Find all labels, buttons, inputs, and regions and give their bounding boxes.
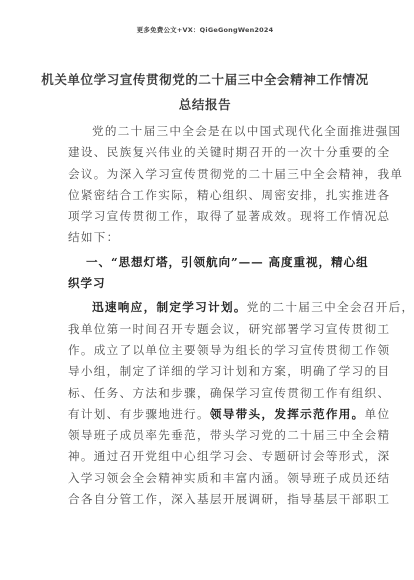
intro-line: 结如下： <box>68 230 120 245</box>
paragraph-line: 神。通过召开党组中心组学习会、专题研讨会等形式，深 <box>68 449 391 464</box>
intro-line: 项学习宣传贯彻工作，取得了显著成效。现将工作情况总 <box>68 209 391 224</box>
intro-line: 位紧密结合工作实际，精心组织、周密安排，扎实推进各 <box>68 187 391 202</box>
paragraph-line: 领导班子成员率先垂范，带头学习党的二十届三中全会精 <box>68 428 391 443</box>
paragraph-line: 标、任务、方法和步骤，确保学习宣传贯彻工作有组织、 <box>68 385 391 400</box>
document-body <box>68 121 414 510</box>
document-title-line-2: 总结报告 <box>178 97 232 112</box>
document-title-line-1: 机关单位学习宣传贯彻党的二十届三中全会精神工作情况 <box>41 72 369 87</box>
paragraph-line <box>68 297 414 318</box>
paragraph-text: 党的二十届三中全会召开后， <box>246 300 414 315</box>
paragraph-line: 合各自分管工作，深入基层开展调研，指导基层干部职工 <box>68 492 391 507</box>
intro-line: 会议。为深入学习宣传贯彻党的二十届三中全会精神，我单 <box>68 166 404 181</box>
bold-lead: 迅速响应，制定学习计划。 <box>92 300 247 315</box>
intro-line: 建设、民族复兴伟业的关键时期召开的一次十分重要的全 <box>68 145 391 160</box>
intro-line: 党的二十届三中全会是在以中国式现代化全面推进强国 <box>92 124 402 138</box>
paragraph-line <box>68 404 391 425</box>
paragraph-line: 我单位第一时间召开专题会议，研究部署学习宣传贯彻工 <box>68 321 391 336</box>
paragraph-line: 入学习领会全会精神实质和丰富内涵。领导班子成员还结 <box>68 470 391 485</box>
paragraph-text: 单位 <box>364 406 391 421</box>
paragraph-line: 作。成立了以单位主要领导为组长的学习宣传贯彻工作领 <box>68 342 391 357</box>
paragraph-text: 有计划、有步骤地进行。 <box>68 406 210 421</box>
paragraph-line: 导小组，制定了详细的学习计划和方案，明确了学习的目 <box>68 364 391 379</box>
bold-lead: 领导带头，发挥示范作用。 <box>209 406 365 421</box>
header-note: 更多免费公文+VX：QiGeGongWen2024 <box>136 26 274 34</box>
section-heading-line-2: 织学习 <box>68 276 106 291</box>
section-heading-line-1: 一、“思想灯塔，引领航向”—— 高度重视，精心组 <box>86 254 369 269</box>
